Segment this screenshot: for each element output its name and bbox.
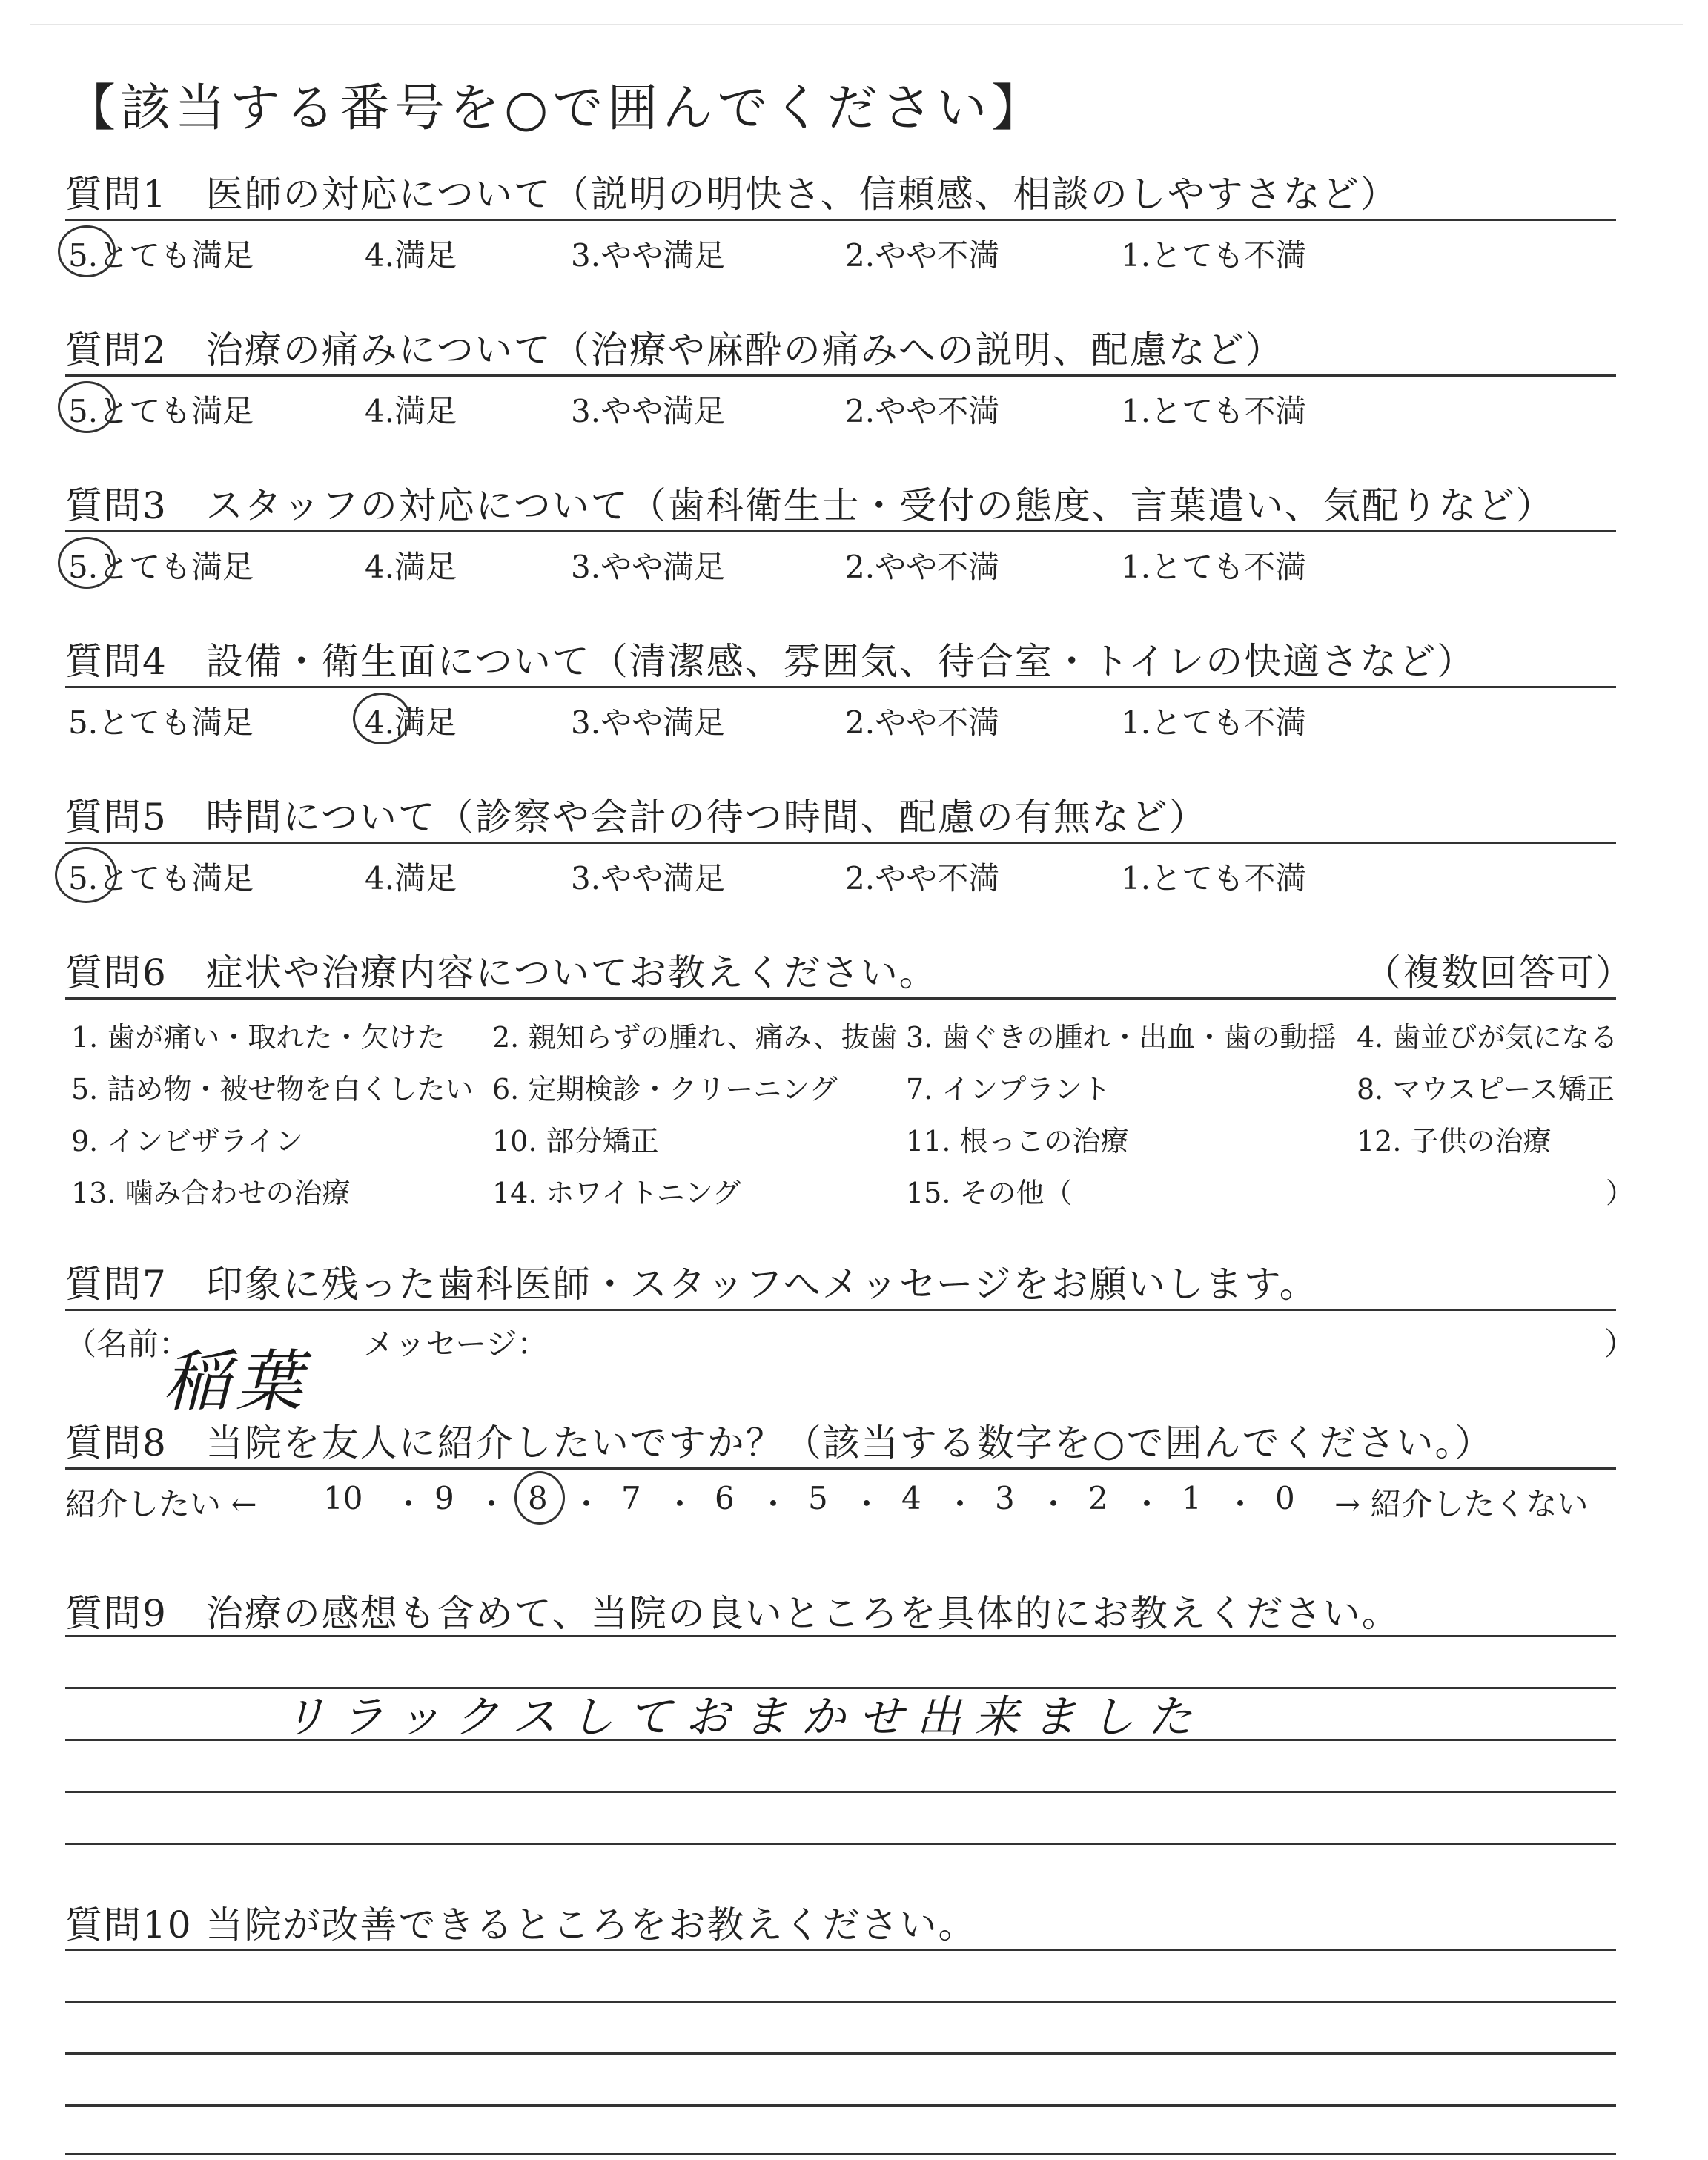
- scale-9[interactable]: 9: [434, 1480, 454, 1516]
- scale-separator: ・: [1038, 1486, 1070, 1522]
- q2-selected-circle: [58, 381, 116, 433]
- q5-option-1[interactable]: 1.とても不満: [1121, 860, 1307, 896]
- q3-option-3[interactable]: 3.やや満足: [571, 549, 726, 585]
- scale-5[interactable]: 5: [808, 1480, 828, 1516]
- q2-title: 質問2 治療の痛みについて（治療や麻酔の痛みへの説明、配慮など）: [65, 328, 1284, 371]
- symptom-item[interactable]: 4. 歯並びが気になる: [1357, 1021, 1618, 1054]
- q5-option-4[interactable]: 4.満足: [365, 860, 457, 896]
- q8-title: 質問8 当院を友人に紹介したいですか？（該当する数字を○で囲んでください。）: [65, 1421, 1494, 1464]
- q10-answer-line: [65, 1949, 1616, 1951]
- q2-option-1[interactable]: 1.とても不満: [1121, 393, 1307, 429]
- recommend-left-label: 紹介したい ←: [65, 1486, 257, 1522]
- scale-2[interactable]: 2: [1088, 1480, 1108, 1516]
- symptom-item[interactable]: 5. 詰め物・被せ物を白くしたい: [71, 1073, 474, 1106]
- symptom-item[interactable]: 9. インビザライン: [71, 1125, 304, 1157]
- q10-answer-line: [65, 2104, 1616, 2107]
- q1-option-5[interactable]: 5.とても満足: [68, 237, 254, 274]
- scale-3[interactable]: 3: [995, 1480, 1015, 1516]
- scale-separator: ・: [758, 1486, 790, 1522]
- q10-answer-line: [65, 2153, 1616, 2155]
- q3-rule: [65, 530, 1616, 532]
- q5-option-5[interactable]: 5.とても満足: [68, 860, 254, 896]
- q5-option-2[interactable]: 2.やや不満: [845, 860, 1000, 896]
- q3-option-1[interactable]: 1.とても不満: [1121, 549, 1307, 585]
- q1-option-1[interactable]: 1.とても不満: [1121, 237, 1307, 274]
- scale-separator: ・: [664, 1486, 696, 1522]
- q2-option-3[interactable]: 3.やや満足: [571, 393, 726, 429]
- instruction-heading: 【該当する番号を○で囲んでください】: [65, 79, 1047, 138]
- q3-option-2[interactable]: 2.やや不満: [845, 549, 1000, 585]
- q2-rule: [65, 374, 1616, 377]
- q4-rule: [65, 686, 1616, 688]
- symptom-item[interactable]: 11. 根っこの治療: [906, 1125, 1129, 1157]
- q5-option-3[interactable]: 3.やや満足: [571, 860, 726, 896]
- q2-option-4[interactable]: 4.満足: [365, 393, 457, 429]
- q4-title: 質問4 設備・衛生面について（清潔感、雰囲気、待合室・トイレの快適さなど）: [65, 640, 1476, 683]
- message-close-paren: ）: [1604, 1326, 1636, 1362]
- q4-option-1[interactable]: 1.とても不満: [1121, 704, 1307, 741]
- q4-option-4[interactable]: 4.満足: [365, 704, 457, 741]
- q2-option-5[interactable]: 5.とても満足: [68, 393, 254, 429]
- symptom-item[interactable]: 12. 子供の治療: [1357, 1125, 1552, 1157]
- q4-option-2[interactable]: 2.やや不満: [845, 704, 1000, 741]
- top-border: [30, 24, 1683, 25]
- q3-selected-circle: [58, 537, 116, 589]
- scale-separator: ・: [1131, 1486, 1163, 1522]
- scale-0[interactable]: 0: [1275, 1480, 1295, 1516]
- scale-4[interactable]: 4: [901, 1480, 921, 1516]
- q9-answer-line: [65, 1791, 1616, 1793]
- q7-rule: [65, 1309, 1616, 1311]
- symptom-other-close-paren: ）: [1606, 1177, 1635, 1209]
- q9-handwritten-answer: リラックスしておまかせ出来ました: [282, 1691, 1206, 1743]
- symptom-item[interactable]: 14. ホワイトニング: [492, 1177, 741, 1209]
- q1-option-3[interactable]: 3.やや満足: [571, 237, 726, 274]
- q4-selected-circle: [353, 693, 411, 744]
- q4-option-5[interactable]: 5.とても満足: [68, 704, 254, 741]
- q1-option-4[interactable]: 4.満足: [365, 237, 457, 274]
- scale-7[interactable]: 7: [621, 1480, 641, 1516]
- q10-answer-line: [65, 2001, 1616, 2003]
- symptom-item[interactable]: 2. 親知らずの腫れ、痛み、抜歯: [492, 1021, 898, 1054]
- q6-rule: [65, 997, 1616, 1000]
- q9-title: 質問9 治療の感想も含めて、当院の良いところを具体的にお教えください。: [65, 1592, 1400, 1635]
- scale-separator: ・: [1225, 1486, 1257, 1522]
- q10-title: 質問10 当院が改善できるところをお教えください。: [65, 1903, 977, 1946]
- q5-rule: [65, 842, 1616, 844]
- scale-separator: ・: [944, 1486, 976, 1522]
- symptom-item[interactable]: 3. 歯ぐきの腫れ・出血・歯の動揺: [906, 1021, 1337, 1054]
- symptom-item-other[interactable]: 15. その他（: [906, 1177, 1073, 1209]
- symptom-item[interactable]: 7. インプラント: [906, 1073, 1111, 1106]
- q1-selected-circle: [58, 225, 116, 277]
- q6-note: （複数回答可）: [1364, 951, 1634, 994]
- q5-selected-circle: [55, 847, 117, 903]
- q5-title: 質問5 時間について（診察や会計の待つ時間、配慮の有無など）: [65, 796, 1208, 839]
- q3-title: 質問3 スタッフの対応について（歯科衛生士・受付の態度、言葉遣い、気配りなど）: [65, 484, 1555, 527]
- scale-separator: ・: [851, 1486, 883, 1522]
- q7-title: 質問7 印象に残った歯科医師・スタッフへメッセージをお願いします。: [65, 1263, 1318, 1306]
- symptom-item[interactable]: 8. マウスピース矯正: [1357, 1073, 1615, 1106]
- symptom-item[interactable]: 1. 歯が痛い・取れた・欠けた: [71, 1021, 446, 1054]
- q3-option-4[interactable]: 4.満足: [365, 549, 457, 585]
- q1-title: 質問1 医師の対応について（説明の明快さ、信頼感、相談のしやすさなど）: [65, 173, 1399, 216]
- message-label: メッセージ：: [363, 1326, 549, 1362]
- q4-option-3[interactable]: 3.やや満足: [571, 704, 726, 741]
- q8-selected-circle: [514, 1471, 565, 1525]
- scale-separator: ・: [476, 1486, 508, 1522]
- q6-title: 質問6 症状や治療内容についてお教えください。: [65, 951, 938, 994]
- recommend-right-label: → 紹介したくない: [1334, 1486, 1589, 1522]
- name-handwritten: 稲葉: [163, 1343, 308, 1421]
- q1-option-2[interactable]: 2.やや不満: [845, 237, 1000, 274]
- symptom-item[interactable]: 13. 噛み合わせの治療: [71, 1177, 351, 1209]
- q9-answer-line: [65, 1635, 1616, 1637]
- q9-answer-line: [65, 1843, 1616, 1845]
- scale-6[interactable]: 6: [715, 1480, 735, 1516]
- name-label: （名前：: [65, 1326, 191, 1362]
- scale-separator: ・: [393, 1486, 425, 1522]
- q10-answer-line: [65, 2052, 1616, 2055]
- scale-8[interactable]: 8: [528, 1480, 548, 1516]
- scale-10[interactable]: 10: [323, 1480, 363, 1516]
- q3-option-5[interactable]: 5.とても満足: [68, 549, 254, 585]
- scale-1[interactable]: 1: [1182, 1480, 1202, 1516]
- q1-rule: [65, 219, 1616, 221]
- q8-rule: [65, 1467, 1616, 1470]
- q2-option-2[interactable]: 2.やや不満: [845, 393, 1000, 429]
- symptom-item[interactable]: 6. 定期検診・クリーニング: [492, 1073, 838, 1106]
- symptom-item[interactable]: 10. 部分矯正: [492, 1125, 659, 1157]
- scale-separator: ・: [571, 1486, 603, 1522]
